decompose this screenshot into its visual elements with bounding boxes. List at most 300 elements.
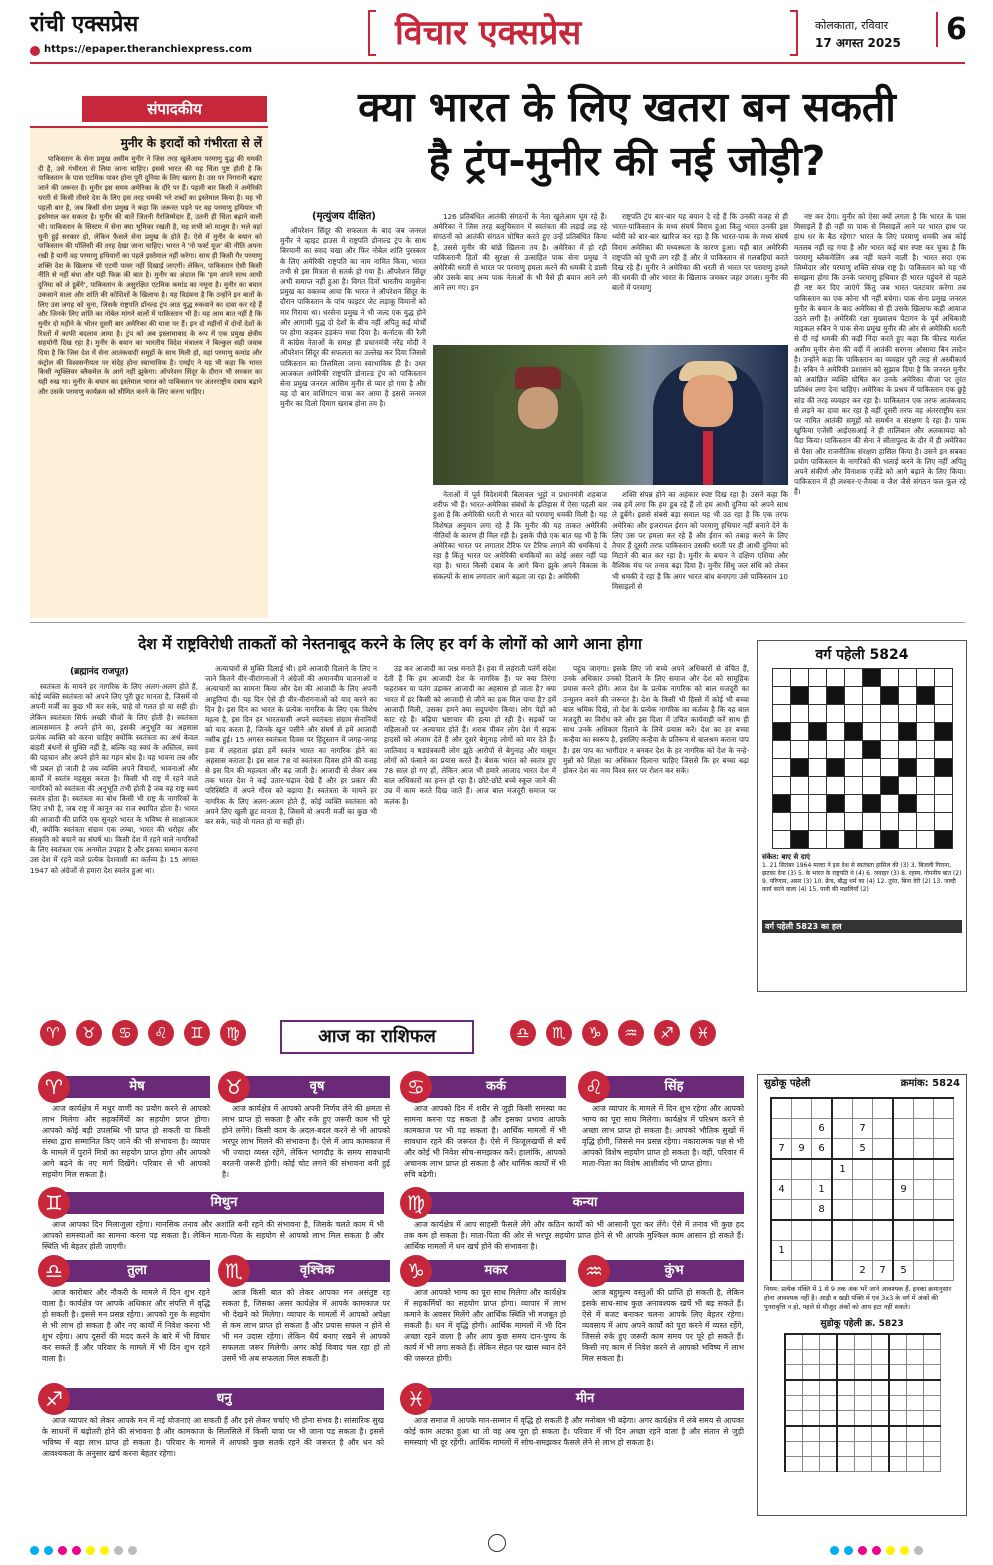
sudoku-cell[interactable] <box>914 1159 934 1180</box>
sudoku-cell[interactable] <box>934 1241 954 1261</box>
crossword-cell[interactable] <box>862 795 880 813</box>
sudoku-answer-cell <box>819 1396 837 1411</box>
sudoku-cell[interactable] <box>853 1220 873 1241</box>
sudoku-cell[interactable] <box>771 1159 792 1180</box>
sudoku-cell[interactable]: 9 <box>893 1180 914 1200</box>
zodiac-sign-icon: ♏ <box>218 1255 250 1287</box>
sudoku-answer-cell <box>854 1426 871 1442</box>
sudoku-answer-cell <box>837 1350 855 1365</box>
sudoku-answer-cell <box>785 1411 803 1427</box>
sudoku-cell[interactable]: 5 <box>853 1139 873 1160</box>
sudoku-cell[interactable] <box>832 1241 853 1261</box>
zodiac-sign-paragraph: आज कार्यक्षेत्र में आप साहसी फैसले लेंगे और कठिन कार्यों को भी आसानी पूरा कर लेंगे। ऐसे में तनाव भी कुछ हद तक कम हो सकता है। माता-पिता की ओर से भरपूर सहयोग प्राप्त होने से भी आपके मुश्किल काम आसान हो सकते हैं। आर्थिक मामलों में धन खर्च होने की संभावना है। <box>404 1220 744 1251</box>
crossword-cell[interactable] <box>772 831 790 849</box>
crossword-cell[interactable] <box>916 777 934 795</box>
zodiac-sign-text <box>404 1219 744 1251</box>
crossword-cell[interactable] <box>934 687 952 705</box>
sudoku-answer-cell <box>906 1380 923 1396</box>
zodiac-sign-text <box>222 1103 390 1179</box>
zodiac-sign-name: सिंह <box>604 1076 744 1098</box>
sudoku-answer-cell <box>923 1442 940 1457</box>
sudoku-cell[interactable] <box>812 1098 833 1119</box>
sudoku-cell[interactable]: 8 <box>812 1200 833 1221</box>
sudoku-cell[interactable] <box>853 1241 873 1261</box>
sudoku-answer-cell <box>889 1334 907 1350</box>
crossword-cell[interactable] <box>772 795 790 813</box>
sudoku-answer-cell <box>889 1380 907 1396</box>
globe-icon <box>30 46 40 56</box>
crossword-cell[interactable] <box>844 669 862 687</box>
sudoku-answer-cell <box>785 1442 803 1457</box>
sudoku-answer-cell <box>837 1426 855 1442</box>
crossword-cell[interactable] <box>808 741 826 759</box>
zodiac-sign-icon: ♍ <box>400 1187 432 1219</box>
sudoku-answer-cell <box>889 1426 907 1442</box>
sudoku-answer-cell <box>785 1426 803 1442</box>
sudoku-answer-cell <box>906 1334 923 1350</box>
crossword-cell[interactable] <box>826 723 844 741</box>
registration-mark <box>488 1534 506 1552</box>
crossword-cell[interactable] <box>826 795 844 813</box>
zodiac-sign-text <box>404 1103 566 1179</box>
sudoku-answer-cell <box>871 1396 889 1411</box>
sudoku-cell[interactable] <box>914 1139 934 1160</box>
sudoku-cell[interactable] <box>914 1098 934 1119</box>
crossword-cell[interactable] <box>844 705 862 723</box>
sudoku-cell[interactable] <box>832 1139 853 1160</box>
sudoku-cell[interactable] <box>873 1180 894 1200</box>
sudoku-answer-cell <box>923 1457 940 1472</box>
crossword-cell[interactable] <box>790 813 808 831</box>
sudoku-cell[interactable] <box>873 1220 894 1241</box>
sudoku-cell[interactable] <box>893 1200 914 1221</box>
sudoku-cell[interactable]: 5 <box>893 1261 914 1281</box>
sudoku-cell[interactable]: 1 <box>812 1180 833 1200</box>
crossword-cell[interactable] <box>790 741 808 759</box>
zodiac-sign-text <box>42 1415 384 1458</box>
crossword-cell[interactable] <box>826 741 844 759</box>
sudoku-cell[interactable] <box>873 1098 894 1119</box>
sudoku-cell[interactable] <box>914 1119 934 1139</box>
crossword-cell[interactable] <box>772 759 790 777</box>
crossword-cell[interactable] <box>808 777 826 795</box>
crossword-cell[interactable] <box>898 795 916 813</box>
sudoku-answer-cell <box>837 1411 855 1427</box>
sudoku-answer-cell <box>854 1411 871 1427</box>
sudoku-answer-cell <box>785 1396 803 1411</box>
sudoku-answer-cell <box>923 1350 940 1365</box>
sudoku-answer-cell <box>802 1411 819 1427</box>
crossword-cell[interactable] <box>826 687 844 705</box>
sudoku-cell[interactable]: 7 <box>771 1139 792 1160</box>
sudoku-cell[interactable]: 9 <box>792 1139 812 1160</box>
sudoku-answer-cell <box>906 1442 923 1457</box>
sudoku-cell[interactable] <box>792 1159 812 1180</box>
sudoku-cell[interactable]: 7 <box>853 1119 873 1139</box>
zodiac-strip-icon: ♊ <box>184 1020 210 1046</box>
crossword-cell[interactable] <box>880 831 898 849</box>
crossword-cell[interactable] <box>772 813 790 831</box>
zodiac-sign-text <box>222 1287 390 1363</box>
sudoku-cell[interactable] <box>853 1159 873 1180</box>
zodiac-sign-icon: ♑ <box>400 1255 432 1287</box>
crossword-cell[interactable] <box>862 759 880 777</box>
crossword-cell[interactable] <box>862 831 880 849</box>
sudoku-header <box>758 1075 966 1093</box>
sudoku-cell[interactable] <box>792 1200 812 1221</box>
sudoku-answer-cell <box>819 1457 837 1472</box>
crossword-cell[interactable] <box>826 759 844 777</box>
crossword-cell[interactable] <box>808 705 826 723</box>
crossword-cell[interactable] <box>844 813 862 831</box>
sudoku-cell[interactable] <box>914 1261 934 1281</box>
sudoku-cell[interactable] <box>934 1119 954 1139</box>
sudoku-answer-cell <box>854 1442 871 1457</box>
crossword-cell[interactable] <box>934 813 952 831</box>
sudoku-cell[interactable] <box>832 1200 853 1221</box>
crossword-cell[interactable] <box>790 795 808 813</box>
crossword-cell[interactable] <box>898 813 916 831</box>
sudoku-cell[interactable] <box>792 1241 812 1261</box>
crossword-cell[interactable] <box>934 705 952 723</box>
crossword-cell[interactable] <box>916 723 934 741</box>
sudoku-answer-cell <box>871 1442 889 1457</box>
sudoku-cell[interactable] <box>934 1139 954 1160</box>
sudoku-cell[interactable]: 1 <box>832 1159 853 1180</box>
crossword-cell[interactable] <box>898 705 916 723</box>
sudoku-answer-cell <box>802 1457 819 1472</box>
crossword-grid[interactable] <box>772 668 953 849</box>
sudoku-cell[interactable] <box>832 1220 853 1241</box>
sudoku-cell[interactable] <box>832 1119 853 1139</box>
crossword-cell[interactable] <box>934 669 952 687</box>
crossword-cell[interactable] <box>916 831 934 849</box>
city-day: कोलकाता, रविवार <box>815 19 889 32</box>
sudoku-cell[interactable] <box>853 1098 873 1119</box>
crossword-cell[interactable] <box>880 723 898 741</box>
crossword-cell[interactable] <box>790 723 808 741</box>
crossword-cell[interactable] <box>844 795 862 813</box>
lead-byline: (मृत्युंजय दीक्षित) <box>312 211 376 222</box>
sudoku-cell[interactable] <box>771 1200 792 1221</box>
sudoku-answer-cell <box>785 1365 803 1381</box>
crossword-cell[interactable] <box>880 687 898 705</box>
sudoku-cell[interactable] <box>934 1180 954 1200</box>
sudoku-answer-cell <box>837 1365 855 1381</box>
sudoku-title: सुडोकू पहेली <box>764 1078 811 1089</box>
issue-date: 17 अगस्त 2025 <box>815 36 901 50</box>
crossword-cell[interactable] <box>880 705 898 723</box>
zodiac-sign-paragraph: आज कार्यक्षेत्र में मधुर वाणी का प्रयोग करने से आपको लाभ मिलेगा और सहकर्मियों का सहयोग प्राप्त होगा। आपको कोई बड़ी उपलब्धि भी प्राप्त हो सकती या किसी संस्था द्वारा सम्मानित किए जाने की भी संभावना है। व्यापार के मामले में पुराने मित्रों का सहयोग प्राप्त होगा और आपको आगे बढ़ने के नए मार्ग दिखेंगे। परिवार से भी आपको सहयोग मिल सकता है। <box>42 1104 210 1179</box>
crossword-cell[interactable] <box>808 723 826 741</box>
zodiac-strip-icon: ♎ <box>510 1020 536 1046</box>
sudoku-cell[interactable] <box>771 1119 792 1139</box>
zodiac-sign-name: मीन <box>426 1388 744 1410</box>
crossword-cell[interactable] <box>808 669 826 687</box>
zodiac-sign-name: वृश्चिक <box>244 1260 390 1282</box>
sudoku-cell[interactable] <box>893 1098 914 1119</box>
sudoku-cell[interactable] <box>812 1220 833 1241</box>
crossword-cell[interactable] <box>808 795 826 813</box>
brand-logo: रांची एक्सप्रेस <box>30 12 139 37</box>
crossword-cell[interactable] <box>862 669 880 687</box>
sudoku-answer-cell <box>854 1350 871 1365</box>
sudoku-cell[interactable] <box>914 1200 934 1221</box>
lead-col-1: ऑपरेशन सिंदूर की सफलता के बाद जब जनरल मुनीर ने व्हाइट हाउस में राष्ट्रपति डोनाल्ड ट्रंप के साथ बिरयानी का स्वाद चखा और फिर नोबेल शांति पुरस्कार के लिए अमेरिकी राष्ट्रपति का नाम नामित किया, भारत तभी से इस मित्रता से सतर्क हो गया है। ऑपरेशन सिंदूर अभी समाप्त नहीं हुआ है। विगत दिनों भारतीय वायुसेना प्रमुख का वक्तव्य आया कि भारत ने ऑपरेशन सिंदूर के दौरान पाकिस्तान के पांच फाइटर जेट लड़ाकू विमानों को मार गिराया था। धरसेना प्रमुख ने भी जल्द एक युद्ध होने और आगामी युद्ध दो देशों के बीच नहीं अपितु कई मोर्चों पर होगा कहकर हड़कंप मचा दिया है। कर्नाटक की रैली में कांग्रेस नेताओं के समक्ष ही प्रधानमंत्री नरेंद्र मोदी ने ऑपरेशन सिंदूर की सफलता का उल्लेख कर दिया जिससे पाकिस्तान का तिलमिला जाना स्वाभाविक ही है। उधर आजकल अमेरिकी राष्ट्रपति डोनाल्ड ट्रंप को पाकिस्तान सेना प्रमुख जनरल आसिम मुनीर से प्यार हो गया है और वह दो बार वाशिंगटन यात्रा कर आया है इससे जनरल मुनीर का दिलो दिमाग खराब होना तय है। <box>280 226 427 409</box>
sudoku-answer-cell <box>871 1380 889 1396</box>
section-title: विचार एक्सप्रेस <box>395 13 582 53</box>
crossword-cell[interactable] <box>826 777 844 795</box>
sudoku-cell[interactable]: 2 <box>853 1261 873 1281</box>
crossword-cell[interactable] <box>880 669 898 687</box>
sudoku-cell[interactable] <box>893 1139 914 1160</box>
crossword-cell[interactable] <box>880 813 898 831</box>
sudoku-answer-cell <box>854 1365 871 1381</box>
crossword-cell[interactable] <box>880 795 898 813</box>
sudoku-cell[interactable] <box>914 1220 934 1241</box>
sudoku-answer-cell <box>819 1350 837 1365</box>
zodiac-sign-paragraph: आज किसी बात को लेकर आपका मन असंतुष्ट रह सकता है, जिसका असर कार्यक्षेत्र में आपके कामकाज पर भी देखने को मिलेगा। व्यापार के मामलों में आपको अपेक्षा से कम लाभ प्राप्त हो सकता है और प्रयास सफल न होने से भी मन उदास रहेगा। लेकिन धैर्य बनाए रखने से आपको सफलता जरूर मिलेगी। अगर कोई विवाद चल रहा हो तो उसमें भी अब सफलता मिल सकती है। <box>222 1288 390 1363</box>
zodiac-strip-icon: ♌ <box>148 1020 174 1046</box>
crossword-cell[interactable] <box>934 759 952 777</box>
masthead-rule <box>30 62 965 64</box>
crossword-cell[interactable] <box>934 795 952 813</box>
sudoku-cell[interactable] <box>853 1180 873 1200</box>
zodiac-sign-name: तुला <box>64 1260 210 1282</box>
crossword-cell[interactable] <box>934 777 952 795</box>
crossword-cell[interactable] <box>916 687 934 705</box>
zodiac-sign-paragraph: आज कारोबार और नौकरी के मामले में दिन शुभ रहने वाला है। कार्यक्षेत्र पर आपके अधिकार और संपत्ति में वृद्धि हो सकती है। इससे मन प्रसन्न रहेगा। आपको गुरु के सहयोग से भी लाभ हो सकता है और नए कार्यों में निवेश करना भी शुभ रहेगा। आप दूसरों की मदद करने के बारे में भी विचार कर सकते हैं और परिवार के मामले में भी दिन शुभ रहने वाला है। <box>42 1288 210 1363</box>
crossword-cell[interactable] <box>916 795 934 813</box>
crossword-cell[interactable] <box>862 741 880 759</box>
crossword-cell[interactable] <box>808 831 826 849</box>
zodiac-strip-icon: ♒ <box>618 1020 644 1046</box>
sudoku-cell[interactable] <box>873 1241 894 1261</box>
crossword-cell[interactable] <box>844 831 862 849</box>
crossword-cell[interactable] <box>862 777 880 795</box>
zodiac-sign-text <box>582 1287 744 1363</box>
sudoku-cell[interactable] <box>771 1220 792 1241</box>
sudoku-cell[interactable] <box>792 1261 812 1281</box>
sudoku-answer-cell <box>785 1380 803 1396</box>
crossword-cell[interactable] <box>916 705 934 723</box>
lead-headline-line1: क्या भारत के लिए खतरा बन सकती <box>358 83 896 131</box>
crossword-cell[interactable] <box>916 813 934 831</box>
zodiac-sign-text <box>42 1219 384 1251</box>
sudoku-cell[interactable] <box>832 1098 853 1119</box>
lead-headline-line2: है ट्रंप-मुनीर की नई जोड़ी? <box>428 137 826 185</box>
second-col-1: स्वतंत्रता के मायने हर नागरिक के लिए अलग-अलग होते हैं, कोई व्यक्ति स्वतंत्रता को अपने लिए पूरी छूट मानता है, जिसमें वो अपनी मर्जी का कुछ भी कर सके, चाहे वो गलत हो या सही हो। लेकिन स्वतंत्रता सिर्फ अच्छी चीजों के लिए होती है। स्वतंत्रता आत्मसम्मान है अपने होने का, इसकी अनुभूति का अहसास प्रत्येक व्यक्ति को करना चाहिए क्योंकि स्वतंत्रता का अर्थ केवल बाहरी बंधनों से मुक्ति नहीं है, बल्कि यह स्वयं के अस्तित्व, स्वयं की पहचान और अपने होने का गहन बोध है। यह भावना तब और भी प्रबल हो जाती है जब व्यक्ति अपने विचारों, भावनाओं और कार्यों में स्वतंत्र महसूस करता है। किसी भी राष्ट्र में रहने वाले नागरिकों को स्वतंत्रता की अनुभूति तभी होती है जब वह राष्ट्र स्वयं स्वतंत्र होता है। स्वतंत्रता का बोध किसी भी राष्ट्र के नागरिकों के लिए तभी है, जब राष्ट्र में कानून का राज स्थापित होता है। भारत की आजादी की प्राप्ति एक सुनहरे भारत के भविष्य से साक्षात्कार थी, क्योंकि स्वतंत्रता संग्राम एक लम्बा, भारत की धरोहर और संस्कृति को बचाने का संघर्ष था। किसी देश में रहने वाले नागरिकों के लिए स्वतंत्रता एक अनमोल उपहार है और इसका सम्मान करना उस देश में रहने वाले प्रत्येक देशवासी का कर्तव्य है। 15 अगस्त 1947 को अंग्रेजों से हमारा देश स्वतंत्र हुआ था। <box>30 682 198 875</box>
sudoku-answer-cell <box>871 1457 889 1472</box>
sudoku-cell[interactable] <box>812 1261 833 1281</box>
crossword-cell[interactable] <box>772 669 790 687</box>
zodiac-strip-icon: ♓ <box>690 1020 716 1046</box>
crossword-cell[interactable] <box>844 777 862 795</box>
sudoku-answer-cell <box>889 1396 907 1411</box>
sudoku-answer-cell <box>819 1380 837 1396</box>
crossword-cell[interactable] <box>862 813 880 831</box>
crossword-cell[interactable] <box>898 759 916 777</box>
sudoku-cell[interactable] <box>914 1180 934 1200</box>
sudoku-answer-cell <box>837 1396 855 1411</box>
bracket-left <box>368 10 376 56</box>
sudoku-cell[interactable] <box>873 1200 894 1221</box>
crossword-cell[interactable] <box>808 687 826 705</box>
crossword-cell[interactable] <box>898 777 916 795</box>
sudoku-cell[interactable] <box>832 1180 853 1200</box>
sudoku-answer-cell <box>889 1457 907 1472</box>
sudoku-cell[interactable] <box>934 1261 954 1281</box>
crossword-cell[interactable] <box>844 687 862 705</box>
crossword-cell[interactable] <box>772 723 790 741</box>
sudoku-cell[interactable] <box>771 1261 792 1281</box>
sudoku-answer-cell <box>854 1334 871 1350</box>
sudoku-cell[interactable] <box>893 1241 914 1261</box>
crossword-cell[interactable] <box>844 723 862 741</box>
sudoku-cell[interactable] <box>934 1220 954 1241</box>
sudoku-cell[interactable] <box>873 1159 894 1180</box>
zodiac-strip-icon: ♐ <box>654 1020 680 1046</box>
sudoku-answer-cell <box>837 1380 855 1396</box>
zodiac-sign-icon: ♎ <box>38 1255 70 1287</box>
sudoku-cell[interactable] <box>832 1261 853 1281</box>
crossword-cell[interactable] <box>934 741 952 759</box>
sudoku-cell[interactable] <box>934 1098 954 1119</box>
crossword-cell[interactable] <box>844 759 862 777</box>
zodiac-sign-icon: ♌ <box>578 1071 610 1103</box>
crossword-cell[interactable] <box>934 723 952 741</box>
sudoku-cell[interactable]: 4 <box>771 1180 792 1200</box>
sudoku-cell[interactable] <box>792 1119 812 1139</box>
sudoku-cell[interactable] <box>873 1139 894 1160</box>
lead-col-3-bottom: नेताओं में पूर्व विदेशमंत्री बिलावल भुट्टो व प्रधानमंत्री शहबाज शरीफ भी हैं। भारत-अमेरिका संबंधों के इतिहास में ऐसा पहली बार हुआ है कि अमेरिकी धरती से भारत को परमाणु धमकी मिली है। यह विशेषज्ञ अनुमान लगा रहे हैं कि मुनीर की यह ताकत अमेरिकी नीतियों के कारण ही मिल रही है। इसके पीछे एक बात यह भी है कि अमेरिका भारत पर लगातार टैरिफ पर टैरिफ लगाने की धमकियां दे रहा है किंतु भारत पर अमेरिकी धमकियों का कोई असर नहीं पड़ रहा है। भारत किसी दबाव के आगे बिना झुके अपने विकास के संकल्पों के साथ लगातार आगे बढ़ता जा रहा है। अमेरिकी <box>433 490 607 581</box>
sudoku-box <box>757 1074 967 1516</box>
zodiac-strip-icon: ♑ <box>582 1020 608 1046</box>
crossword-cell[interactable] <box>916 759 934 777</box>
crossword-cell[interactable] <box>790 687 808 705</box>
sudoku-cell[interactable] <box>934 1200 954 1221</box>
zodiac-sign-icon: ♉ <box>218 1071 250 1103</box>
crossword-cell[interactable] <box>790 669 808 687</box>
zodiac-strip-icon: ♈ <box>40 1020 66 1046</box>
crossword-cell[interactable] <box>826 669 844 687</box>
crossword-cell[interactable] <box>808 813 826 831</box>
sudoku-answer-cell <box>906 1426 923 1442</box>
sudoku-cell[interactable]: 6 <box>812 1139 833 1160</box>
sudoku-cell[interactable]: 1 <box>771 1241 792 1261</box>
zodiac-sign-paragraph: आज कार्यक्षेत्र में आपको अपनी निर्णय लेने की क्षमता से लाभ प्राप्त हो सकता है और रुके हुए जरूरी काम भी पूरे होने लगेंगे। किसी काम के अदल-बदल करने से भी आपको भरपूर लाभ मिलने की संभावना है। ऐसे में आप कामकाज में भी ज्यादा व्यस्त रहेंगे, लेकिन भागदौड़ के समय सावधानी बरतनी जरूरी होगी। कोई चोट लगने की संभावना बनी हुई है। <box>222 1104 390 1179</box>
sudoku-rules: नियम: प्रत्येक पंक्ति में 1 से 9 तक अंक भरें जाने आवश्यक हैं, इनका क्रमानुसार होना आवश्यक नहीं है। आड़ी व खड़ी पंक्ति में एवं 3x3 के वर्ग में अंकों की पुनरावृत्ति न हो, पहले से मौजूद अंकों को आप हटा नहीं सकते। <box>764 1285 952 1311</box>
sudoku-cell[interactable]: 6 <box>812 1119 833 1139</box>
crossword-cell[interactable] <box>844 741 862 759</box>
crossword-cell[interactable] <box>790 705 808 723</box>
sudoku-answer-cell <box>923 1426 940 1442</box>
sudoku-cell[interactable] <box>792 1098 812 1119</box>
crossword-cell[interactable] <box>772 687 790 705</box>
sudoku-cell[interactable] <box>893 1119 914 1139</box>
sudoku-cell[interactable] <box>893 1159 914 1180</box>
crossword-cell[interactable] <box>898 831 916 849</box>
munir-portrait <box>493 363 583 485</box>
sudoku-number: क्रमांक: 5824 <box>900 1078 960 1089</box>
crossword-cell[interactable] <box>772 777 790 795</box>
epaper-url[interactable]: https://epaper.theranchiexpress.com <box>44 44 253 55</box>
sudoku-cell[interactable] <box>812 1241 833 1261</box>
sudoku-cell[interactable] <box>792 1180 812 1200</box>
crossword-cell[interactable] <box>898 723 916 741</box>
lead-headline <box>282 80 972 188</box>
sudoku-answer-title: सुडोकू पहेली क्र. 5823 <box>820 1319 904 1329</box>
sudoku-cell[interactable] <box>893 1220 914 1241</box>
crossword-cell[interactable] <box>880 777 898 795</box>
sudoku-answer-cell <box>923 1334 940 1350</box>
crossword-cell[interactable] <box>772 705 790 723</box>
zodiac-sign-paragraph: आज आपका दिन मिलाजुला रहेगा। मानसिक तनाव और अशांति बनी रहने की संभावना है, जिसके चलते काम में भी आपको समस्याओं का सामना करना पड़ सकता है। लेकिन माता-पिता के सहयोग से आपको लाभ मिल सकता है और स्थिति भी बेहतर होती जाएगी। <box>42 1220 384 1251</box>
zodiac-sign-paragraph: आज आपको भाग्य का पूरा साथ मिलेगा और कार्यक्षेत्र में सहकर्मियों का सहयोग प्राप्त होगा। व्यापार में लाभ कमाने के अवसर मिलेंगे और आर्थिक स्थिति भी मजबूत हो सकती है। धन में वृद्धि होगी। आर्थिक मामलों में भी दिन अच्छा रहने वाला है और आप कुछ समय दान-पुण्य के कार्य में भी लगा सकते हैं। लेकिन सेहत पर खास ध्यान देने की जरूरत होगी। <box>404 1288 566 1363</box>
crossword-cell[interactable] <box>862 687 880 705</box>
crossword-cell[interactable] <box>898 669 916 687</box>
sudoku-answer-cell <box>819 1334 837 1350</box>
crossword-cell[interactable] <box>808 759 826 777</box>
crossword-cell[interactable] <box>862 723 880 741</box>
registration-dots-right <box>830 1540 928 1559</box>
section-divider <box>30 622 965 623</box>
editorial-label: संपादकीय <box>82 96 267 122</box>
crossword-box <box>757 640 967 992</box>
zodiac-sign-icon: ♒ <box>578 1255 610 1287</box>
crossword-cell[interactable] <box>898 687 916 705</box>
crossword-cell[interactable] <box>790 831 808 849</box>
sudoku-cell[interactable] <box>853 1200 873 1221</box>
crossword-cell[interactable] <box>916 741 934 759</box>
crossword-cell[interactable] <box>790 777 808 795</box>
zodiac-sign-paragraph: आज बहुमूल्य वस्तुओं की प्राप्ति हो सकती है, लेकिन इसके साथ-साथ कुछ अनावश्यक खर्चे भी बढ़ सकते हैं। ऐसे में बजट बनाकर चलना आपके लिए बेहतर रहेगा। व्यवसाय में आप अपने कार्यों को पूरा करने में व्यस्त रहेंगे, जिससे रुके हुए जरूरी काम समय पर पूरे हो सकते हैं। किसी नए काम में निवेश करने से आपको भविष्य में लाभ मिल सकता है। <box>582 1288 744 1363</box>
sudoku-grid[interactable] <box>770 1097 954 1281</box>
sudoku-answer-cell <box>819 1426 837 1442</box>
bracket-right <box>790 10 798 56</box>
sudoku-cell[interactable] <box>914 1241 934 1261</box>
sudoku-answer-cell <box>785 1350 803 1365</box>
zodiac-sign-name: कन्या <box>426 1192 744 1214</box>
second-byline: (ब्रह्मानंद राजपूत) <box>70 667 129 677</box>
crossword-cell[interactable] <box>772 741 790 759</box>
crossword-title: वर्ग पहेली 5824 <box>815 647 909 663</box>
sudoku-answer-cell <box>837 1442 855 1457</box>
sudoku-cell[interactable] <box>792 1220 812 1241</box>
sudoku-answer-cell <box>871 1411 889 1427</box>
crossword-cell[interactable] <box>826 831 844 849</box>
crossword-cell[interactable] <box>880 741 898 759</box>
sudoku-answer-cell <box>802 1365 819 1381</box>
crossword-cell[interactable] <box>862 705 880 723</box>
sudoku-cell[interactable] <box>812 1159 833 1180</box>
crossword-cell[interactable] <box>826 705 844 723</box>
sudoku-answer-cell <box>802 1380 819 1396</box>
lead-col-3-top: 126 प्रतिबंधित आतंकी संगठनों के नेता खुलेआम घूम रहे हैं। अमेरिका ने जिस तरह बलूचिस्तान में स्वतंत्रता की लड़ाई लड़ रहे संगठनों को आतंकी संगठन घोषित करते हुए उन्हें प्रतिबंधित किया है, उससे मुनीर की बांछें खिलना तय है। अमेरिका में हो रही पाकिस्तानी हितों की सुरक्षा से उत्साहित पाक सेना प्रमुख ने अमेरिकी धरती से भारत पर परमाणु हमला करने की धमकी दे डाली और उसके बाद अन्य पाक नेताओं के भी वैसे ही बयान आने लगे आने लग गए। इन <box>433 212 607 293</box>
sudoku-cell[interactable] <box>934 1159 954 1180</box>
sudoku-cell[interactable] <box>771 1098 792 1119</box>
crossword-cell[interactable] <box>898 741 916 759</box>
sudoku-cell[interactable]: 7 <box>873 1261 894 1281</box>
sudoku-answer-cell <box>906 1411 923 1427</box>
crossword-cell[interactable] <box>826 813 844 831</box>
crossword-cell[interactable] <box>916 669 934 687</box>
crossword-cell[interactable] <box>880 759 898 777</box>
zodiac-sign-icon: ♓ <box>400 1383 432 1415</box>
crossword-cell[interactable] <box>790 759 808 777</box>
crossword-cell[interactable] <box>934 831 952 849</box>
sudoku-cell[interactable] <box>873 1119 894 1139</box>
